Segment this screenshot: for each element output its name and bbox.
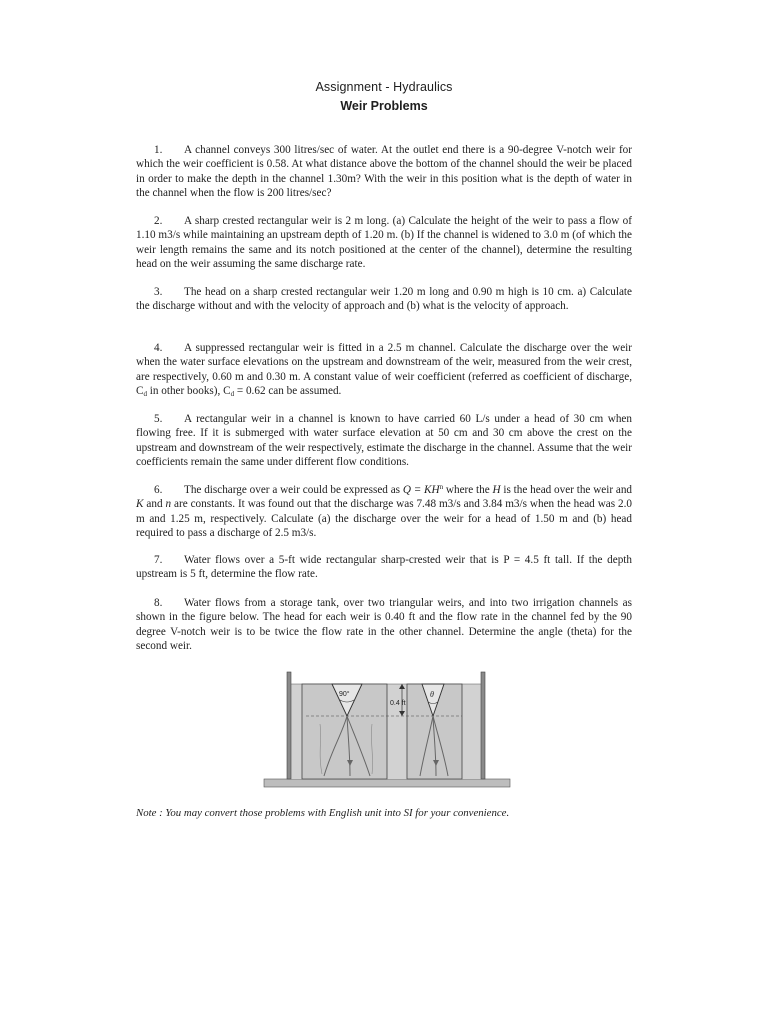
problem-number: 2. xyxy=(154,215,163,227)
symbol-k: K xyxy=(136,498,144,511)
ground-base xyxy=(264,779,510,787)
problem-text: are constants. It was found out that the discharge was 7.48 m3/s and 3.84 m3/s when the head was 2.0 m and 1.25 m, respectively. Calculate (a) the discharge over the weir for a head of 1.50 m and (b) head required to pass a discharge of 2.5 m3/s. xyxy=(136,498,633,539)
weir-figure xyxy=(262,664,512,792)
right-wall xyxy=(481,672,485,779)
page-subtitle: Weir Problems xyxy=(340,99,428,113)
problem-text: A channel conveys 300 litres/sec of water. At the outlet end there is a 90-degree V-notch weir for which the weir coefficient is 0.58. At what distance above the bottom of the channel should the weir be placed in order to make the depth in the channel 1.30m? With the weir in this position what is the depth of water in the channel when the flow is 200 litres/sec? xyxy=(136,144,632,199)
problem-7 xyxy=(136,553,632,582)
problem-number: 1. xyxy=(154,144,163,156)
equation-exponent: n xyxy=(439,483,444,491)
problem-6 xyxy=(136,483,632,540)
problem-text: where the xyxy=(443,484,493,496)
problem-text: in other books), C xyxy=(146,384,231,397)
subscript-d: d xyxy=(230,389,235,398)
angle-label-90: 90° xyxy=(339,691,350,698)
equation: Q = KH xyxy=(402,484,440,496)
problem-4 xyxy=(136,341,632,398)
problem-number: 4. xyxy=(154,342,163,354)
head-label: 0.4 ft xyxy=(390,700,406,707)
problem-number: 6. xyxy=(154,484,163,496)
problem-number: 5. xyxy=(154,413,163,425)
problem-text: A suppressed rectangular weir is fitted in a 2.5 m channel. Calculate the discharge over the weir when the water surface elevations on the upstream and downstream of the weir, measured from the weir crest, are respectively, 0.60 m and 0.30 m. A constant value of weir coefficient (referred as coefficient of discharge, C xyxy=(136,342,632,397)
problem-text: = 0.62 can be assumed. xyxy=(234,384,342,397)
problem-text: is the head over the weir and xyxy=(500,484,633,496)
problem-text: Water flows over a 5-ft wide rectangular sharp-crested weir that is P = 4.5 ft tall. If the depth upstream is 5 ft, determine the flow rate. xyxy=(136,554,632,581)
problem-text: The head on a sharp crested rectangular weir 1.20 m long and 0.90 m high is 10 cm. a) Calculate the discharge without and with the velocity of approach and (b) what is the velocity of approach. xyxy=(136,286,632,313)
symbol-n: n xyxy=(165,498,172,511)
problem-text: and xyxy=(143,498,166,511)
theta-label: θ xyxy=(430,690,434,699)
problem-3 xyxy=(136,285,632,314)
problem-1 xyxy=(136,143,632,200)
footnote: Note : You may convert those problems with English unit into SI for your convenience. xyxy=(136,807,510,819)
problem-number: 7. xyxy=(154,554,163,566)
subscript-d: d xyxy=(143,389,147,398)
left-wall xyxy=(287,672,291,779)
page-title: Assignment - Hydraulics xyxy=(315,80,453,94)
problem-5 xyxy=(136,412,632,469)
problem-number: 8. xyxy=(154,597,163,609)
problem-text: A sharp crested rectangular weir is 2 m long. (a) Calculate the height of the weir to pass a flow of 1.10 m3/s while maintaining an upstream depth of 1.20 m. (b) If the channel is widened to 3.0 m (of which the weir length remains the same and its notch positioned at the center of the channel), determine the resulting head on the weir assuming the same discharge rate. xyxy=(136,215,632,270)
symbol-h: H xyxy=(492,484,501,496)
problem-8 xyxy=(136,596,632,653)
problem-2 xyxy=(136,214,632,271)
problem-number: 3. xyxy=(154,286,163,298)
problem-text: The discharge over a weir could be expressed as xyxy=(184,484,403,496)
problem-text: Water flows from a storage tank, over two triangular weirs, and into two irrigation channels as shown in the figure below. The head for each weir is 0.40 ft and the flow rate in the channel fed by the 90 degree V-notch weir is to be twice the flow rate in the other channel. Determine the angle (theta) for the second weir. xyxy=(136,597,632,652)
problem-text: A rectangular weir in a channel is known to have carried 60 L/s under a head of 30 cm when flowing free. If it is submerged with water surface elevation at 50 cm and 30 cm above the crest on the upstream and downstream of the weir respectively, estimate the discharge in the channel. Assume that the weir coefficients remain the same under different flow conditions. xyxy=(136,413,632,468)
